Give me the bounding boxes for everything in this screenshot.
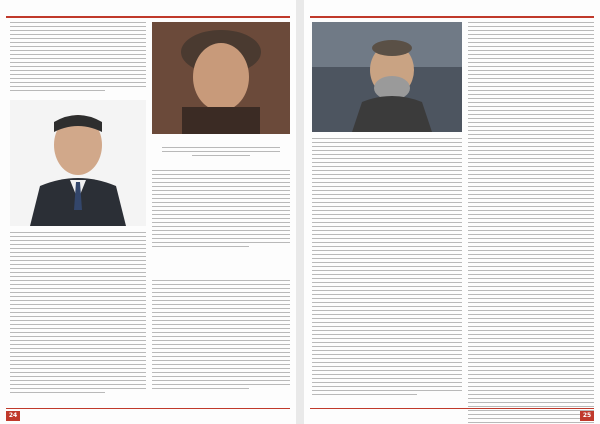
header-rule bbox=[310, 16, 594, 18]
interview-column-lower bbox=[152, 280, 290, 392]
portrait-photo-man bbox=[10, 100, 146, 226]
left-page bbox=[0, 0, 296, 424]
right-page bbox=[304, 0, 600, 424]
photo-caption bbox=[152, 140, 290, 159]
footer-rule bbox=[310, 408, 594, 409]
caption-name bbox=[152, 140, 290, 147]
body-text-right-left-col bbox=[312, 138, 462, 398]
gutter bbox=[296, 0, 304, 424]
footer-rule bbox=[6, 408, 290, 409]
page-number: 24 bbox=[6, 411, 20, 421]
page-number: 25 bbox=[580, 411, 594, 421]
header-rule bbox=[6, 16, 290, 18]
body-text-right-top bbox=[468, 22, 594, 424]
portrait-photo-bearded-man bbox=[312, 22, 462, 132]
intro-text bbox=[10, 22, 146, 94]
body-text-left bbox=[10, 232, 146, 396]
portrait-photo-woman bbox=[152, 22, 290, 134]
interview-column bbox=[152, 170, 290, 250]
